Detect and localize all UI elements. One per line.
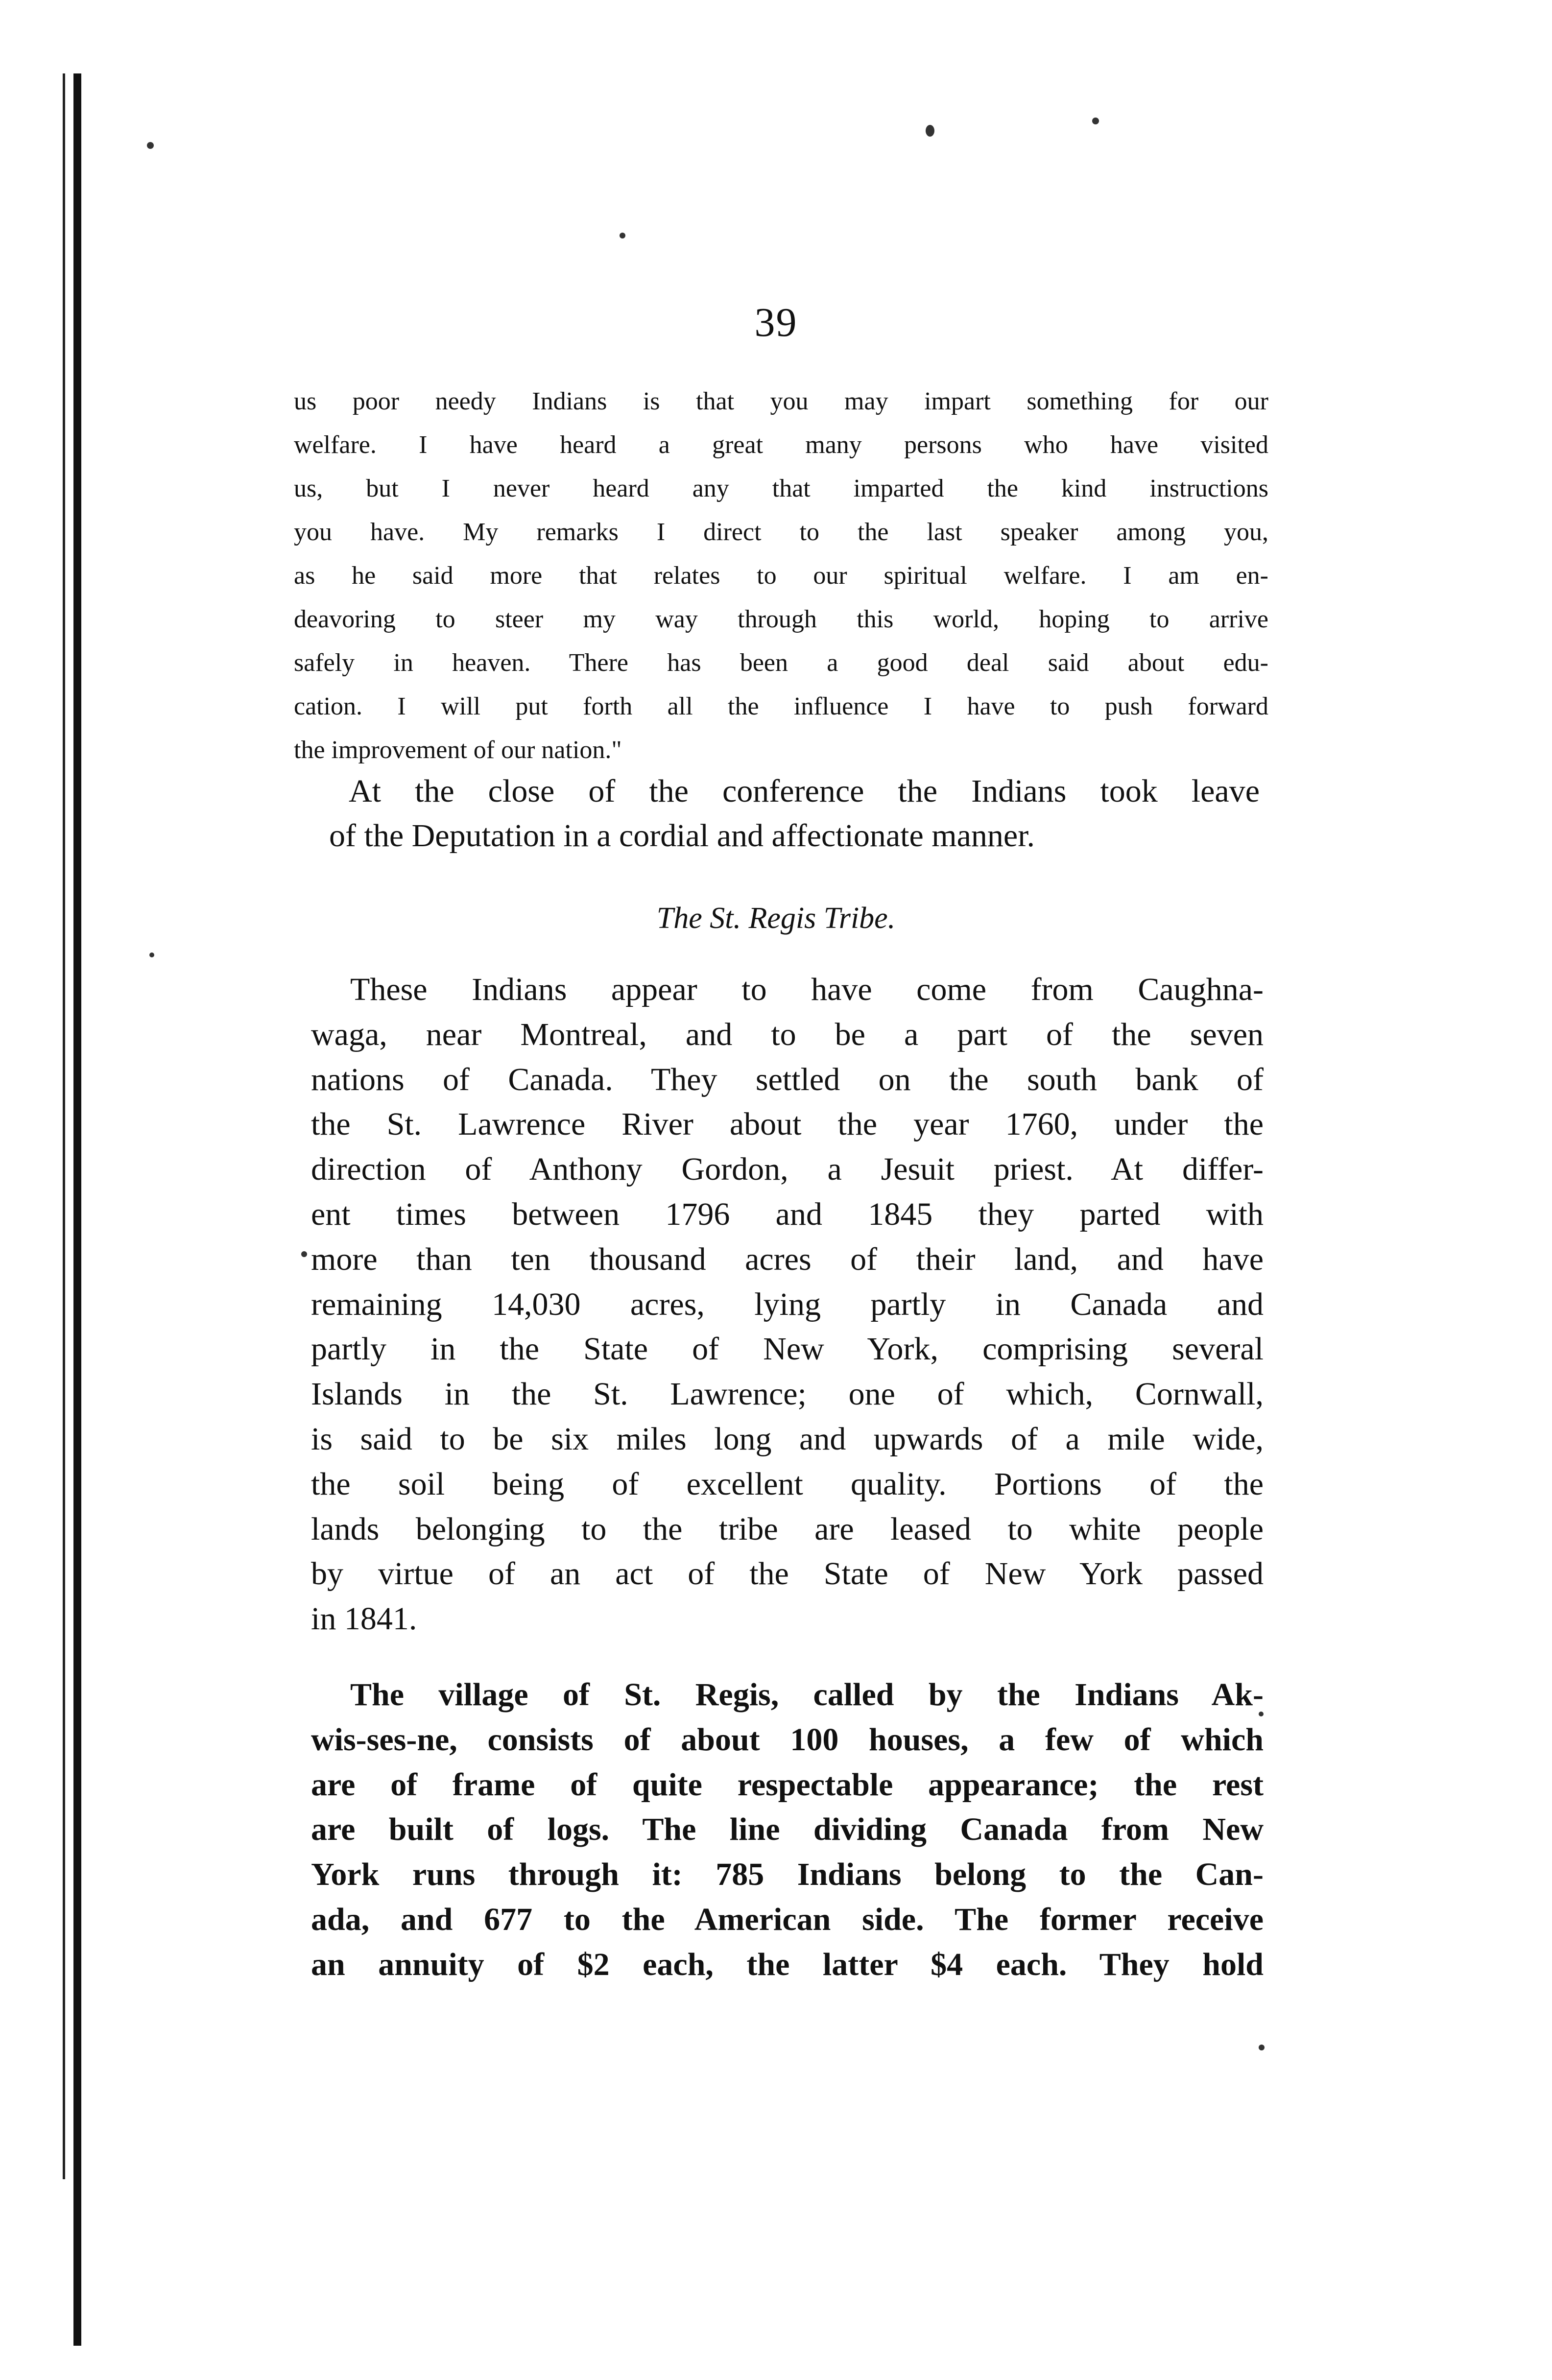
quote-line: cation. I will put forth all the influence I have to push forward [294, 692, 1268, 720]
history-line: These Indians appear to have come from Caughna- [350, 972, 1264, 1007]
scan-speck [1092, 118, 1099, 124]
scan-speck [926, 125, 934, 137]
history-line: Islands in the St. Lawrence; one of which, Cornwall, [311, 1376, 1264, 1412]
village-paragraph [311, 1672, 1264, 1987]
quoted-speech [294, 380, 1268, 772]
history-line: remaining 14,030 acres, lying partly in Canada and [311, 1286, 1264, 1322]
quote-line: welfare. I have heard a great many persons who have visited [294, 431, 1268, 459]
history-line: is said to be six miles long and upwards of a mile wide, [311, 1421, 1264, 1457]
scan-speck [147, 142, 154, 149]
closing-line: At the close of the conference the Indians took leave [349, 773, 1260, 809]
history-line: more than ten thousand acres of their land, and have [311, 1241, 1264, 1277]
village-line: are built of logs. The line dividing Canada from New [311, 1811, 1264, 1848]
quote-line: the improvement of our nation." [294, 736, 622, 764]
quote-line: you have. My remarks I direct to the last speaker among you, [294, 518, 1268, 546]
history-line: in 1841. [311, 1601, 417, 1637]
history-line: direction of Anthony Gordon, a Jesuit priest. At differ- [311, 1151, 1264, 1188]
scan-speck [620, 233, 625, 238]
quote-line: safely in heaven. There has been a good deal said about edu- [294, 649, 1268, 677]
history-line: by virtue of an act of the State of New York passed [311, 1556, 1264, 1592]
history-line: nations of Canada. They settled on the south bank of [311, 1061, 1264, 1097]
history-line: the soil being of excellent quality. Portions of the [311, 1466, 1264, 1502]
history-line: lands belonging to the tribe are leased to white people [311, 1511, 1264, 1547]
quote-line: deavoring to steer my way through this world, hoping to arrive [294, 605, 1268, 633]
closing-line: of the Deputation in a cordial and affectionate manner. [329, 818, 1035, 854]
village-line: are of frame of quite respectable appearance; the rest [311, 1766, 1264, 1803]
history-line: partly in the State of New York, comprising several [311, 1331, 1264, 1367]
village-line: wis-ses-ne, consists of about 100 houses, a few of which [311, 1721, 1264, 1758]
village-line: The village of St. Regis, called by the Indians Ak- [350, 1677, 1264, 1713]
scan-speck [149, 952, 154, 957]
page-number: 39 [754, 300, 798, 345]
scan-speck [301, 1251, 307, 1257]
binding-edge-shadow [63, 73, 65, 2179]
village-line: York runs through it: 785 Indians belong to the Can- [311, 1856, 1264, 1893]
scan-speck [1259, 2045, 1265, 2050]
quote-line: us, but I never heard any that imparted the kind instructions [294, 475, 1268, 502]
village-line: an annuity of $2 each, the latter $4 each. They hold [311, 1946, 1264, 1982]
village-line: ada, and 677 to the American side. The former receive [311, 1901, 1264, 1937]
quote-line: as he said more that relates to our spiritual welfare. I am en- [294, 562, 1268, 590]
history-line: ent times between 1796 and 1845 they parted with [311, 1196, 1264, 1232]
quote-line: us poor needy Indians is that you may impart something for our [294, 387, 1268, 415]
section-heading: The St. Regis Tribe. [656, 902, 896, 935]
history-line: the St. Lawrence River about the year 1760, under the [311, 1106, 1264, 1142]
history-paragraph [311, 967, 1264, 1642]
history-line: waga, near Montreal, and to be a part of the seven [311, 1016, 1264, 1052]
binding-edge [73, 73, 81, 2346]
closing-paragraph [329, 769, 1260, 858]
